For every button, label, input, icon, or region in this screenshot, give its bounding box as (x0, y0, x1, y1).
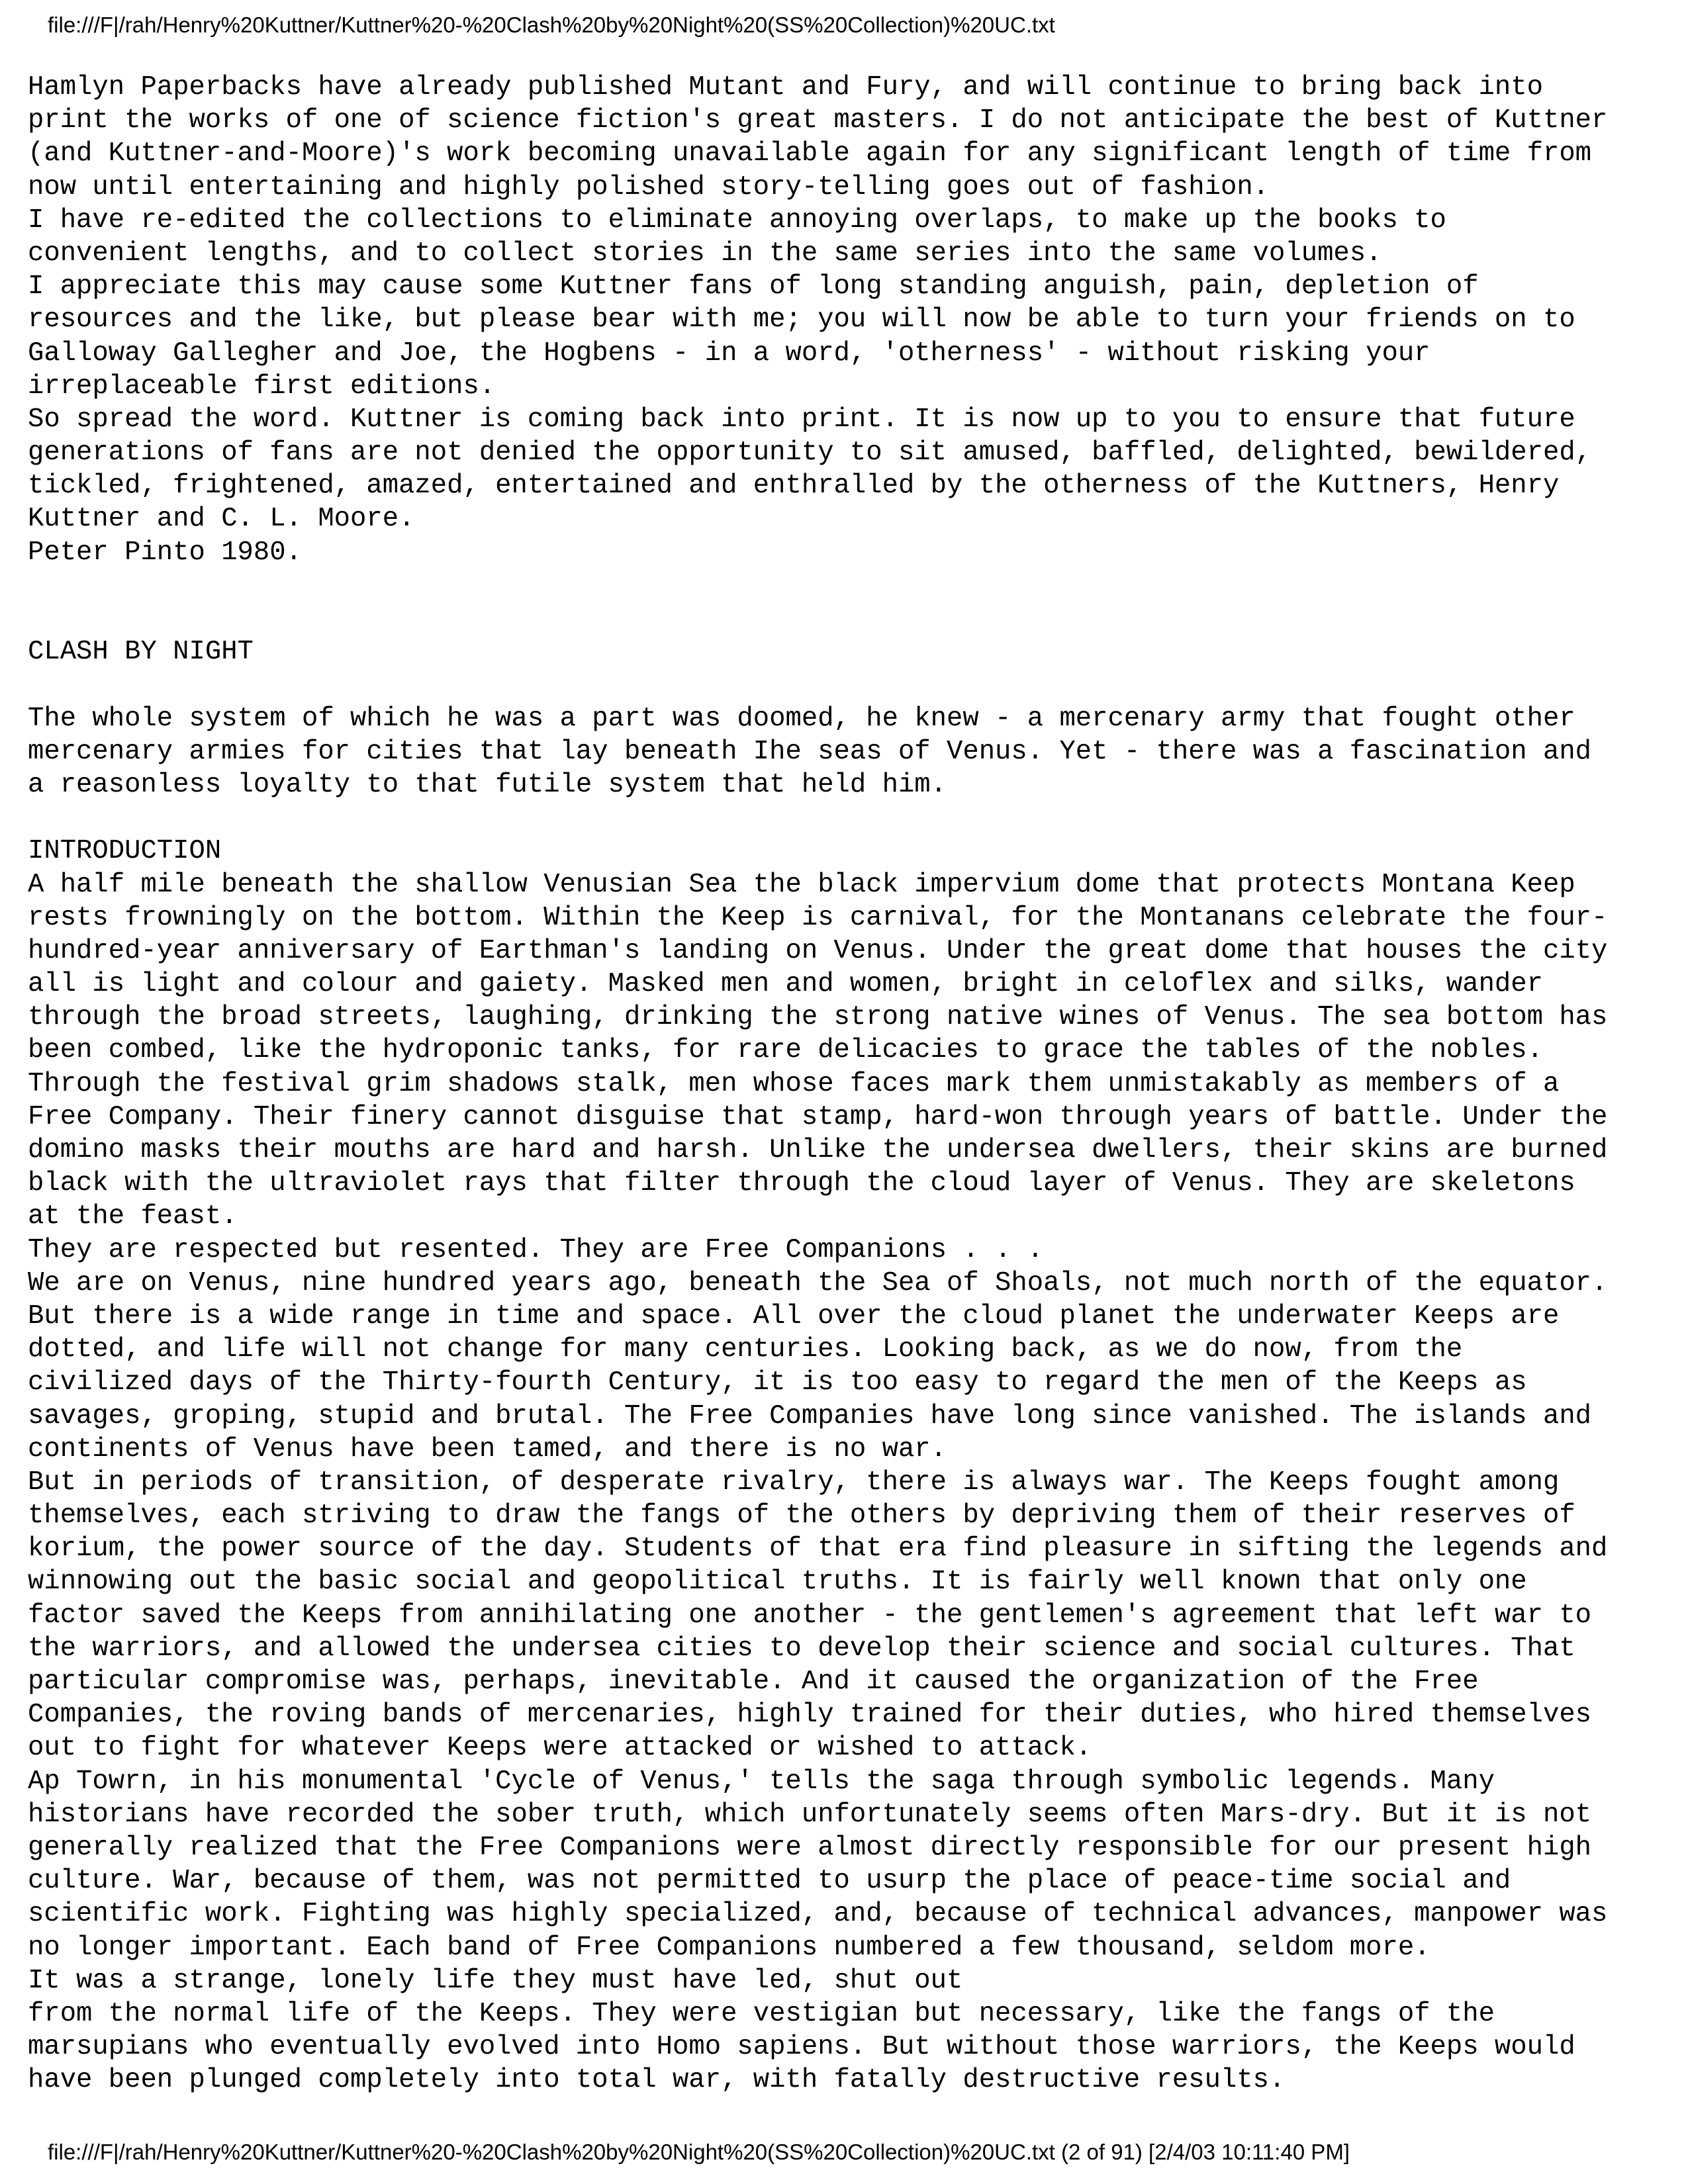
blank-line (28, 668, 1663, 702)
text-line: Ap Towrn, in his monumental 'Cycle of Venus,' tells the saga through symbolic legends. Many (28, 1766, 1495, 1797)
text-line: CLASH BY NIGHT (28, 637, 254, 668)
text-line: themselves, each striving to draw the fangs of the others by depriving them of their reserves of (28, 1500, 1575, 1531)
text-line: rests frowningly on the bottom. Within the Keep is carnival, for the Montanans celebrate the four- (28, 902, 1608, 933)
text-line: Peter Pinto 1980. (28, 537, 302, 568)
text-line: (and Kuttner-and-Moore)'s work becoming unavailable again for any significant length of time from (28, 138, 1592, 169)
text-line: irreplaceable first editions. (28, 371, 496, 402)
text-line: INTRODUCTION (28, 836, 222, 867)
text-line: historians have recorded the sober truth, which unfortunately seems often Mars-dry. But it is not (28, 1799, 1592, 1830)
text-line: dotted, and life will not change for many centuries. Looking back, as we do now, from the (28, 1334, 1463, 1365)
text-line: I appreciate this may cause some Kuttner fans of long standing anguish, pain, depletion of (28, 271, 1479, 302)
text-line: through the broad streets, laughing, drinking the strong native wines of Venus. The sea bottom has (28, 1002, 1608, 1033)
text-line: A half mile beneath the shallow Venusian Sea the black impervium dome that protects Montana Keep (28, 869, 1575, 900)
text-line: I have re-edited the collections to eliminate annoying overlaps, to make up the books to (28, 205, 1446, 236)
text-line: scientific work. Fighting was highly specialized, and, because of technical advances, manpower was (28, 1899, 1608, 1930)
text-line: winnowing out the basic social and geopolitical truths. It is fairly well known that only one (28, 1567, 1527, 1598)
text-line: a reasonless loyalty to that futile system that held him. (28, 769, 947, 800)
text-line: Kuttner and C. L. Moore. (28, 504, 415, 535)
text-line: Hamlyn Paperbacks have already published Mutant and Fury, and will continue to bring back into (28, 72, 1543, 103)
text-line: no longer important. Each band of Free Companions numbered a few thousand, seldom more. (28, 1932, 1430, 1963)
text-line: all is light and colour and gaiety. Masked men and women, bright in celoflex and silks, wander (28, 969, 1543, 1000)
text-line: hundred-year anniversary of Earthman's landing on Venus. Under the great dome that houses the city (28, 935, 1608, 966)
text-line: Companies, the roving bands of mercenaries, highly trained for their duties, who hired themselves (28, 1700, 1592, 1731)
text-line: They are respected but resented. They are Free Companions . . . (28, 1234, 1044, 1265)
text-line: savages, groping, stupid and brutal. The Free Companies have long since vanished. The islands and (28, 1400, 1592, 1432)
text-line: civilized days of the Thirty-fourth Century, it is too easy to regard the men of the Keeps as (28, 1367, 1527, 1398)
text-line: We are on Venus, nine hundred years ago, beneath the Sea of Shoals, not much north of the equator. (28, 1267, 1608, 1298)
text-line: out to fight for whatever Keeps were attacked or wished to attack. (28, 1733, 1092, 1764)
text-line: So spread the word. Kuttner is coming back into print. It is now up to you to ensure that future (28, 404, 1575, 435)
text-line: factor saved the Keeps from annihilating one another - the gentlemen's agreement that left war to (28, 1600, 1592, 1631)
text-line: from the normal life of the Keeps. They were vestigian but necessary, like the fangs of the (28, 1998, 1495, 2029)
footer-file-path: file:///F|/rah/Henry%20Kuttner/Kuttner%20-%20Clash%20by%20Night%20(SS%20Collection)%20UC.txt (2 of 91) [2/4/03 10:11:40 PM] (48, 2140, 1350, 2164)
text-line: But in periods of transition, of desperate rivalry, there is always war. The Keeps fought among (28, 1467, 1560, 1498)
text-line: But there is a wide range in time and space. All over the cloud planet the underwater Keeps are (28, 1300, 1560, 1332)
text-line: culture. War, because of them, was not permitted to usurp the place of peace-time social and (28, 1866, 1511, 1897)
text-line: The whole system of which he was a part was doomed, he knew - a mercenary army that fought other (28, 703, 1575, 734)
text-line: marsupians who eventually evolved into Homo sapiens. But without those warriors, the Keeps would (28, 2032, 1575, 2063)
blank-line (28, 569, 1663, 602)
document-body (28, 71, 1663, 2097)
text-line: korium, the power source of the day. Students of that era find pleasure in sifting the legends and (28, 1533, 1608, 1565)
text-line: print the works of one of science fiction's great masters. I do not anticipate the best of Kuttner (28, 105, 1608, 136)
text-line: the warriors, and allowed the undersea cities to develop their science and social cultures. That (28, 1633, 1575, 1664)
text-line: mercenary armies for cities that lay beneath Ihe seas of Venus. Yet - there was a fascination and (28, 736, 1592, 767)
text-line: generations of fans are not denied the opportunity to sit amused, baffled, delighted, bewildered, (28, 437, 1592, 469)
text-line: Free Company. Their finery cannot disguise that stamp, hard-won through years of battle. Under the (28, 1101, 1608, 1132)
blank-line (28, 602, 1663, 635)
text-line: continents of Venus have been tamed, and there is no war. (28, 1433, 947, 1465)
text-line: tickled, frightened, amazed, entertained and enthralled by the otherness of the Kuttners, Henry (28, 471, 1560, 502)
text-line: generally realized that the Free Companions were almost directly responsible for our present high (28, 1832, 1592, 1863)
blank-line (28, 801, 1663, 835)
text-line: have been plunged completely into total war, with fatally destructive results. (28, 2065, 1286, 2096)
text-line: convenient lengths, and to collect stories in the same series into the same volumes. (28, 238, 1382, 269)
text-line: particular compromise was, perhaps, inevitable. And it caused the organization of the Free (28, 1666, 1479, 1697)
text-line: It was a strange, lonely life they must have led, shut out (28, 1965, 963, 1996)
text-line: black with the ultraviolet rays that filter through the cloud layer of Venus. They are skeletons (28, 1168, 1575, 1199)
text-line: domino masks their mouths are hard and harsh. Unlike the undersea dwellers, their skins are burned (28, 1135, 1608, 1165)
text-line: Galloway Gallegher and Joe, the Hogbens - in a word, 'otherness' - without risking your (28, 338, 1430, 369)
text-line: Through the festival grim shadows stalk, men whose faces mark them unmistakably as members of a (28, 1068, 1560, 1099)
header-file-path: file:///F|/rah/Henry%20Kuttner/Kuttner%20-%20Clash%20by%20Night%20(SS%20Collection)%20UC.txt (48, 13, 1055, 37)
text-line: now until entertaining and highly polished story-telling goes out of fashion. (28, 171, 1270, 203)
text-line: at the feast. (28, 1201, 238, 1232)
text-line: resources and the like, but please bear with me; you will now be able to turn your friends on to (28, 304, 1575, 336)
text-line: been combed, like the hydroponic tanks, for rare delicacies to grace the tables of the nobles. (28, 1035, 1543, 1066)
